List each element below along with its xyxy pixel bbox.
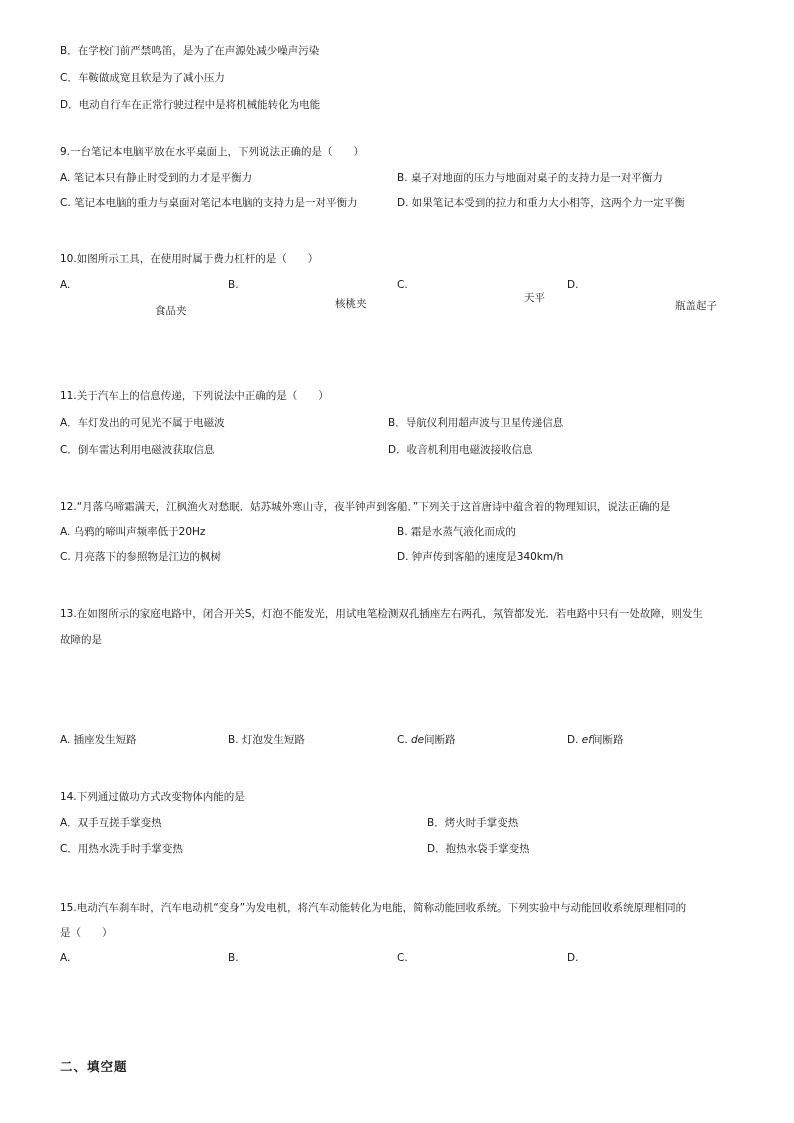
- q10-option-d: D.: [567, 279, 579, 291]
- q12-option-d: D. 钟声传到客船的速度是340km/h: [397, 551, 564, 563]
- balance-caption: 天平: [524, 292, 545, 304]
- q10-option-a: A.: [60, 279, 71, 291]
- q13-option-c-var: de: [411, 734, 425, 746]
- q13-option-d-text: 间断路: [591, 734, 624, 746]
- q13-option-d-letter: D.: [567, 734, 579, 746]
- q12-option-c: C. 月亮落下的参照物是江边的枫树: [60, 551, 222, 563]
- q9-option-d: D. 如果笔记本受到的拉力和重力大小相等，这两个力一定平衡: [397, 197, 685, 209]
- bottle-opener-caption: 瓶盖起子: [675, 300, 717, 312]
- q11-option-b: B．导航仪利用超声波与卫星传递信息: [388, 417, 564, 429]
- q8-option-b: B．在学校门前严禁鸣笛，是为了在声源处减少噪声污染: [60, 45, 320, 57]
- q13-option-c-text: 间断路: [424, 734, 456, 746]
- food-tongs-caption: 食品夹: [155, 305, 187, 317]
- q13-option-d-var: ef: [581, 734, 592, 746]
- q12-stem: 12.“月落乌啼霜满天，江枫渔火对愁眠．姑苏城外寒山寺，夜半钟声到客船．”下列关于这首唐诗中蕴含着的物理知识，说法正确的是: [60, 501, 671, 513]
- q13-option-a: A. 插座发生短路: [60, 734, 137, 746]
- q11-stem: 11.关于汽车上的信息传递，下列说法中正确的是（ ）: [60, 390, 329, 402]
- q14-stem: 14.下列通过做功方式改变物体内能的是: [60, 791, 245, 803]
- q9-option-a: A. 笔记本只有静止时受到的力才是平衡力: [60, 172, 253, 184]
- q13-option-b: B. 灯泡发生短路: [228, 734, 305, 746]
- q14-option-d: D．抱热水袋手掌变热: [427, 843, 530, 855]
- q10-option-c: C.: [397, 279, 408, 291]
- q13-option-c: [397, 733, 456, 747]
- q15-stem-line1: 15.电动汽车刹车时，汽车电动机“变身”为发电机，将汽车动能转化为电能，简称动能回收系统。下列实验中与动能回收系统原理相同的: [60, 902, 687, 914]
- q15-option-a: A.: [60, 952, 71, 964]
- q13-stem-line2: 故障的是: [60, 634, 102, 646]
- nutcracker-caption: 核桃夹: [335, 298, 367, 310]
- q15-stem-line2: 是（ ）: [60, 927, 113, 939]
- q9-option-c: C. 笔记本电脑的重力与桌面对笔记本电脑的支持力是一对平衡力: [60, 197, 358, 209]
- q14-option-a: A．双手互搓手掌变热: [60, 817, 162, 829]
- q11-option-a: A．车灯发出的可见光不属于电磁波: [60, 417, 225, 429]
- q11-option-d: D．收音机利用电磁波接收信息: [388, 444, 533, 456]
- q9-stem: 9.一台笔记本电脑平放在水平桌面上，下列说法正确的是（ ）: [60, 146, 365, 158]
- q14-option-c: C．用热水洗手时手掌变热: [60, 843, 183, 855]
- section-heading-fill-in: 二、填空题: [60, 1059, 128, 1074]
- q10-stem: 10.如图所示工具，在使用时属于费力杠杆的是（ ）: [60, 253, 319, 265]
- q15-option-b: B.: [228, 952, 239, 964]
- q13-option-d: [567, 733, 623, 747]
- q10-option-b: B.: [228, 279, 239, 291]
- q14-option-b: B．烤火时手掌变热: [427, 817, 519, 829]
- q11-option-c: C．倒车雷达利用电磁波获取信息: [60, 444, 215, 456]
- q13-option-c-letter: C.: [397, 734, 408, 746]
- q8-option-c: C．车鞍做成宽且软是为了减小压力: [60, 72, 225, 84]
- q8-option-d: D．电动自行车在正常行驶过程中是将机械能转化为电能: [60, 99, 321, 111]
- q13-stem-line1: 13.在如图所示的家庭电路中，闭合开关S，灯泡不能发光，用试电笔检测双孔插座左右两孔，氖管都发光．若电路中只有一处故障，则发生: [60, 608, 703, 620]
- q15-option-d: D.: [567, 952, 579, 964]
- q12-option-a: A. 乌鸦的啼叫声频率低于20Hz: [60, 526, 206, 538]
- q15-option-c: C.: [397, 952, 408, 964]
- q9-option-b: B. 桌子对地面的压力与地面对桌子的支持力是一对平衡力: [397, 172, 663, 184]
- q12-option-b: B. 霜是水蒸气液化而成的: [397, 526, 516, 538]
